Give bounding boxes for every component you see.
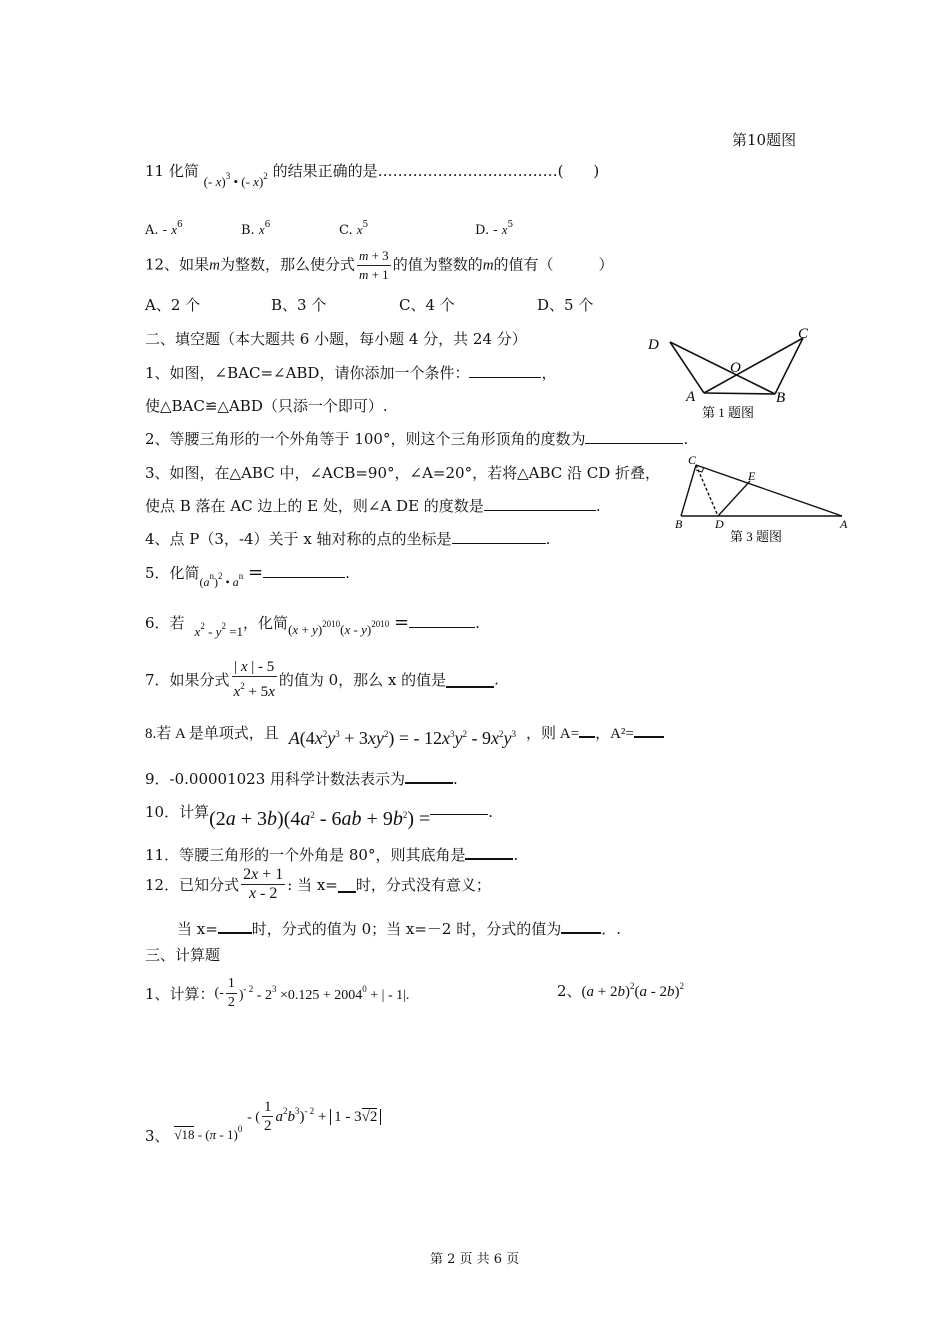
- fill-q1-line2: 使△BAC≌△ABD（只添一个即可）.: [145, 397, 388, 415]
- figure-caption-q10: 第10题图: [732, 131, 797, 149]
- fill-q6: 6．若 $x^2 - y^2 =1$，化简$(x + y)^{2010}(x - y)^{2010}$ = .: [145, 612, 480, 639]
- fig1-label-o: O: [730, 360, 741, 376]
- fill-q8: 8.若 A 是单项式，且 $A(4x^2y^3 + 3xy^2)$ = - $12x^3y^2 - 9x^2y^3$ ，则 A= ，A²=: [145, 722, 664, 743]
- fill-q11: 11．等腰三角形的一个外角是 80°，则其底角是 .: [145, 846, 519, 864]
- q12-option-c[interactable]: C、4 个: [399, 296, 455, 314]
- fig3-caption: 第 3 题图: [730, 529, 783, 544]
- choice-q12-stem: 12、如果m为整数，那么使分式 $\frac{m + 3}{m + 1}$ 的值为整数的m的值有（ ）: [145, 248, 614, 282]
- choice-q11-stem: 11 化简 (- x)$^3$ • (- x)$^2$ 的结果正确的是………………………………( ): [145, 162, 600, 189]
- fig3-label-b: B: [675, 517, 683, 531]
- figure-1: [640, 318, 830, 426]
- fill-q5: 5．化简$_{(a^n)^2 • a^n}$ = .: [145, 562, 350, 589]
- calc-q1: 1、计算：(- $\frac{1}{2}$ )$^{- 2} - 2^3 \times 0.125 + 2004^0$ + | - 1|.: [145, 976, 410, 1010]
- fill-q9: 9．-0.00001023 用科学计数法表示为 .: [145, 770, 458, 788]
- q11-option-c[interactable]: C. $x^5$: [339, 220, 369, 238]
- q12-option-b[interactable]: B、3 个: [271, 296, 327, 314]
- fill-q12-line2: 当 x= 时，分式的值为 0；当 x=－2 时，分式的值为 ．.: [177, 920, 621, 938]
- calc-q2: 2、$(a + 2b)^2(a - 2b)^2$: [557, 981, 685, 1000]
- q12-option-d[interactable]: D、5 个: [537, 296, 594, 314]
- fill-q12-line1: 12．已知分式 $\frac{2x + 1}{x - 2}$ : 当 x= 时，分式没有意义；: [145, 866, 491, 902]
- calc-q3: 3、 √18 - (π - 1)$^0$ - ( $\frac{1}{2}$ $a^2b^3)^{- 2} + 1 - 3√2$: [145, 1094, 381, 1131]
- q11-option-b[interactable]: B. $x^6$: [241, 220, 271, 238]
- fill-q4: 4、点 P（3，-4）关于 x 轴对称的点的坐标是 .: [145, 530, 551, 548]
- fill-q10: 10．计算$(2a + 3b)(4a^2 - 6ab + 9b^2)$ = .: [145, 800, 493, 823]
- choice-q12-options: [145, 294, 593, 315]
- fig1-caption: 第 1 题图: [702, 405, 755, 420]
- fig3-segment-ca: [696, 465, 842, 516]
- fill-q2: 2、等腰三角形的一个外角等于 100°，则这个三角形顶角的度数为 .: [145, 430, 689, 448]
- fill-q1-line1: 1、如图，∠BAC=∠ABD，请你添加一个条件： ，: [145, 364, 557, 382]
- fig1-label-b: B: [776, 390, 786, 406]
- fig1-segment-db: [670, 342, 775, 394]
- fig1-label-d: D: [648, 337, 659, 353]
- choice-q11-options: [145, 220, 513, 238]
- fig3-segment-cb: [681, 465, 696, 516]
- figure-3: [670, 452, 860, 548]
- fig1-label-a: A: [686, 389, 696, 405]
- q11-expression: (- x)$^3$ • (- x)$^2$: [203, 171, 268, 189]
- fig3-label-d: D: [715, 517, 724, 531]
- fig1-label-c: C: [798, 326, 809, 342]
- fig1-segment-ab: [704, 393, 775, 394]
- fill-q7: 7．如果分式 $\frac{| x | - 5}{x^2 + 5x}$ 的值为 0，那么 x 的值是 .: [145, 659, 499, 700]
- q11-option-d[interactable]: D. - $x^5$: [475, 220, 514, 238]
- fig3-fold-cd: [696, 465, 718, 516]
- fig3-segment-de: [718, 481, 750, 516]
- fill-q3-line2: 使点 B 落在 AC 边上的 E 处，则∠A DE 的度数是 .: [145, 497, 601, 515]
- fig3-label-a: A: [840, 517, 848, 531]
- section-2-heading: 二、填空题（本大题共 6 小题，每小题 4 分，共 24 分）: [145, 330, 527, 348]
- fig3-label-c: C: [688, 453, 697, 467]
- section-3-heading: 三、计算题: [145, 946, 221, 964]
- q11-option-a[interactable]: A. - $x^6$: [145, 220, 183, 238]
- fig3-label-e: E: [748, 469, 756, 483]
- fill-q3-line1: 3、如图，在△ABC 中，∠ACB=90°，∠A=20°，若将△ABC 沿 CD 折叠，: [145, 464, 661, 482]
- q12-option-a[interactable]: A、2 个: [145, 296, 201, 314]
- page-footer: 第 2 页 共 6 页: [430, 1252, 520, 1267]
